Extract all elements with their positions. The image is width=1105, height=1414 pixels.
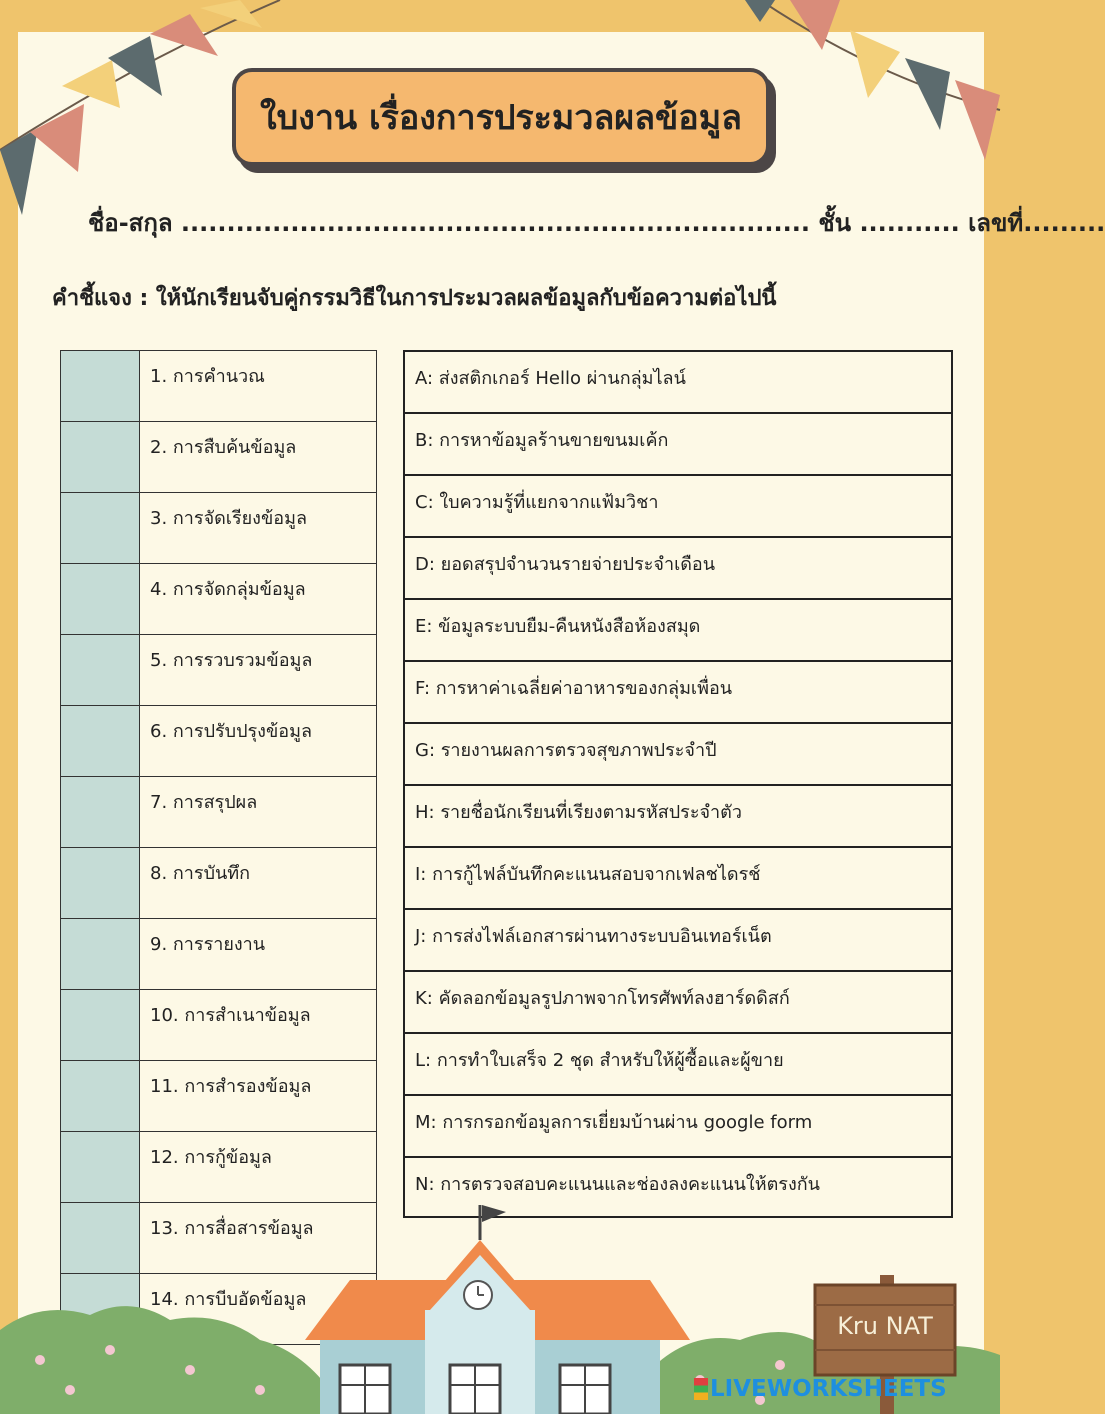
answer-cell[interactable] [61, 919, 140, 990]
statement-row [405, 910, 951, 972]
method-label: 2. การสืบค้นข้อมูล [140, 422, 377, 493]
answer-cell[interactable] [61, 351, 140, 422]
number-label: เลขที่......... [968, 209, 1105, 237]
statement-text: L: การทำใบเสร็จ 2 ชุด สำหรับให้ผู้ซื้อและผู้ขาย [415, 1050, 784, 1071]
statement-text: I: การกู้ไฟล์บันทึกคะแนนสอบจากเฟลชไดรช์ [415, 864, 761, 885]
statement-row [405, 538, 951, 600]
statement-row [405, 724, 951, 786]
statement-text: H: รายชื่อนักเรียนที่เรียงตามรหัสประจำตัว [415, 802, 742, 823]
method-label: 1. การคำนวณ [140, 351, 377, 422]
statement-text: K: คัดลอกข้อมูลรูปภาพจากโทรศัพท์ลงฮาร์ดดิสก์ [415, 988, 790, 1009]
statement-text: B: การหาข้อมูลร้านขายขนมเค้ก [415, 430, 669, 451]
answer-cell[interactable] [61, 493, 140, 564]
statement-row [405, 786, 951, 848]
class-blank[interactable]: ........... [859, 209, 960, 237]
liveworksheets-logo[interactable] [694, 1376, 947, 1402]
statement-text: G: รายงานผลการตรวจสุขภาพประจำปี [415, 740, 717, 761]
methods-table [60, 350, 377, 1345]
table-row [61, 635, 377, 706]
worksheet-title: ใบงาน เรื่องการประมวลผลข้อมูล [260, 98, 742, 138]
statement-row [405, 352, 951, 414]
method-label: 12. การกู้ข้อมูล [140, 1132, 377, 1203]
table-row [61, 351, 377, 422]
statement-text: N: การตรวจสอบคะแนนและช่องลงคะแนนให้ตรงกัน [415, 1174, 820, 1195]
answer-cell[interactable] [61, 1061, 140, 1132]
class-label: ชั้น [818, 209, 852, 237]
method-label: 14. การบีบอัดข้อมูล [140, 1274, 377, 1345]
method-label: 13. การสื่อสารข้อมูล [140, 1203, 377, 1274]
worksheet-title-box [232, 68, 770, 166]
statement-row [405, 414, 951, 476]
method-label: 11. การสำรองข้อมูล [140, 1061, 377, 1132]
statement-row [405, 972, 951, 1034]
statement-text: E: ข้อมูลระบบยืม-คืนหนังสือห้องสมุด [415, 616, 701, 637]
statement-text: D: ยอดสรุปจำนวนรายจ่ายประจำเดือน [415, 554, 716, 575]
method-label: 6. การปรับปรุงข้อมูล [140, 706, 377, 777]
student-info-line [88, 203, 1105, 242]
statement-row [405, 476, 951, 538]
statement-text: J: การส่งไฟล์เอกสารผ่านทางระบบอินเทอร์เน็ต [415, 926, 772, 947]
table-row [61, 706, 377, 777]
table-row [61, 990, 377, 1061]
instruction-text: คำชี้แจง : ให้นักเรียนจับคู่กรรมวิธีในการประมวลผลข้อมูลกับข้อความต่อไปนี้ [52, 286, 777, 311]
statement-row [405, 662, 951, 724]
answer-cell[interactable] [61, 1132, 140, 1203]
method-label: 8. การบันทึก [140, 848, 377, 919]
table-row [61, 1061, 377, 1132]
table-row [61, 777, 377, 848]
answer-cell[interactable] [61, 635, 140, 706]
teacher-sign-label: Kru NAT [837, 1312, 933, 1340]
method-label: 7. การสรุปผล [140, 777, 377, 848]
table-row [61, 1132, 377, 1203]
statement-row [405, 848, 951, 910]
table-row [61, 848, 377, 919]
answer-cell[interactable] [61, 848, 140, 919]
statements-table [403, 350, 953, 1218]
table-row [61, 493, 377, 564]
answer-cell[interactable] [61, 990, 140, 1061]
method-label: 9. การรายงาน [140, 919, 377, 990]
statement-row [405, 1096, 951, 1158]
statement-text: F: การหาค่าเฉลี่ยค่าอาหารของกลุ่มเพื่อน [415, 678, 733, 699]
statement-text: C: ใบความรู้ที่แยกจากแฟ้มวิชา [415, 492, 659, 513]
method-label: 10. การสำเนาข้อมูล [140, 990, 377, 1061]
answer-cell[interactable] [61, 422, 140, 493]
name-blank[interactable]: ..................................................................... [180, 209, 811, 237]
method-label: 4. การจัดกลุ่มข้อมูล [140, 564, 377, 635]
brand-text: LIVEWORKSHEETS [710, 1376, 947, 1402]
answer-cell[interactable] [61, 564, 140, 635]
answer-cell[interactable] [61, 706, 140, 777]
table-row [61, 564, 377, 635]
table-row [61, 919, 377, 990]
method-label: 3. การจัดเรียงข้อมูล [140, 493, 377, 564]
liveworksheets-icon [694, 1378, 708, 1400]
statement-text: M: การกรอกข้อมูลการเยี่ยมบ้านผ่าน google form [415, 1112, 813, 1133]
table-row [61, 422, 377, 493]
statement-row [405, 1034, 951, 1096]
statement-row [405, 600, 951, 662]
statement-text: A: ส่งสติกเกอร์ Hello ผ่านกลุ่มไลน์ [415, 368, 686, 389]
name-label: ชื่อ-สกุล [88, 209, 173, 237]
answer-cell[interactable] [61, 777, 140, 848]
method-label: 5. การรวบรวมข้อมูล [140, 635, 377, 706]
